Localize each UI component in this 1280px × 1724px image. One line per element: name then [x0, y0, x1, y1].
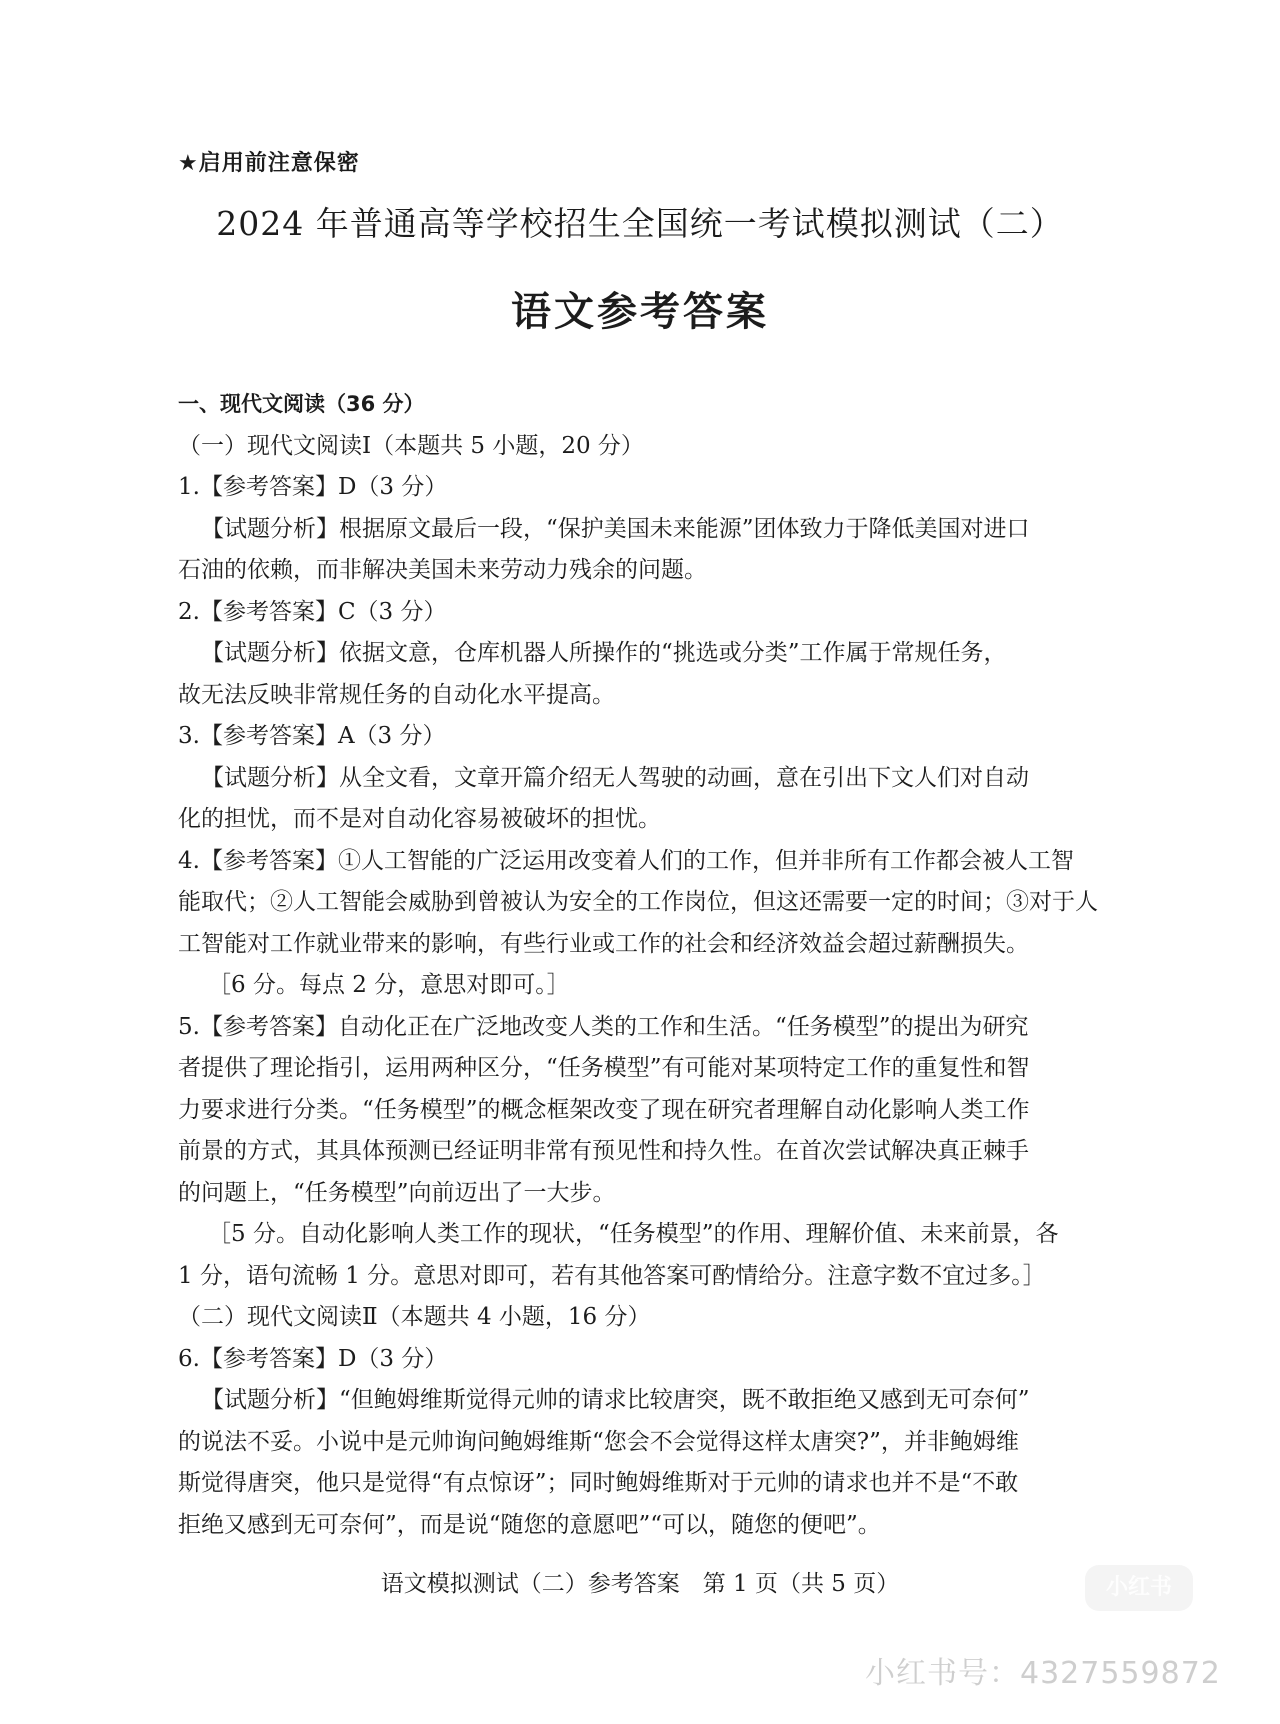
text-line: （二）现代文阅读Ⅱ（本题共 4 小题，16 分）: [178, 1304, 651, 1330]
text-line: 故无法反映非常规任务的自动化水平提高。: [178, 681, 615, 708]
document-title: 语文参考答案: [511, 289, 769, 335]
text-line: 的说法不妥。小说中是元帅询问鲍姆维斯“您会不会觉得这样太唐突?”，并非鲍姆维: [178, 1428, 1019, 1455]
text-line: 力要求进行分类。“任务模型”的概念框架改变了现在研究者理解自动化影响人类工作: [178, 1096, 1030, 1123]
text-line: 拒绝又感到无可奈何”，而是说“随您的意愿吧”“可以，随您的便吧”。: [178, 1511, 881, 1538]
text-line: 1 分，语句流畅 1 分。意思对即可，若有其他答案可酌情给分。注意字数不宜过多。］: [178, 1262, 1046, 1289]
text-line: 5.【参考答案】自动化正在广泛地改变人类的工作和生活。“任务模型”的提出为研究: [178, 1013, 1029, 1040]
answer-content: [178, 384, 1100, 1546]
text-line: 石油的依赖，而非解决美国未来劳动力残余的问题。: [178, 557, 707, 583]
text-line: 6.【参考答案】D（3 分）: [178, 1345, 448, 1372]
text-line: 者提供了理论指引，运用两种区分，“任务模型”有可能对某项特定工作的重复性和智: [178, 1055, 1030, 1081]
text-line: 化的担忧，而不是对自动化容易被破坏的担忧。: [178, 806, 661, 832]
text-line: 4.【参考答案】①人工智能的广泛运用改变着人们的工作，但并非所有工作都会被人工智: [178, 847, 1074, 874]
text-line: ［6 分。每点 2 分，意思对即可。］: [208, 972, 570, 998]
text-line: 能取代；②人工智能会威胁到曾被认为安全的工作岗位，但这还需要一定的时间；③对于人: [178, 889, 1098, 915]
text-line: 斯觉得唐突，他只是觉得“有点惊讶”；同时鲍姆维斯对于元帅的请求也并不是“不敢: [178, 1470, 1019, 1496]
watermark-logo: 小红书: [1085, 1565, 1193, 1611]
text-line: （一）现代文阅读Ⅰ（本题共 5 小题，20 分）: [178, 432, 644, 459]
exam-title: 2024 年普通高等学校招生全国统一考试模拟测试（二）: [216, 204, 1064, 243]
text-line: 2.【参考答案】C（3 分）: [178, 598, 447, 625]
text-line: 【试题分析】从全文看，文章开篇介绍无人驾驶的动画，意在引出下文人们对自动: [201, 764, 1029, 791]
text-line: 的问题上，“任务模型”向前迈出了一大步。: [178, 1179, 616, 1206]
text-line: 工智能对工作就业带来的影响，有些行业或工作的社会和经济效益会超过薪酬损失。: [178, 930, 1029, 957]
text-line: 【试题分析】“但鲍姆维斯觉得元帅的请求比较唐突，既不敢拒绝又感到无可奈何”: [201, 1387, 1030, 1413]
section-heading: 一、现代文阅读（36 分）: [178, 392, 425, 416]
text-line: 前景的方式，其具体预测已经证明非常有预见性和持久性。在首次尝试解决真正棘手: [178, 1138, 1029, 1164]
text-line: 3.【参考答案】A（3 分）: [178, 723, 446, 749]
page-footer: 语文模拟测试（二）参考答案 第 1 页（共 5 页）: [380, 1571, 900, 1597]
text-line: ［5 分。自动化影响人类工作的现状，“任务模型”的作用、理解价值、未来前景，各: [208, 1221, 1059, 1247]
confidential-notice: ★启用前注意保密: [178, 151, 360, 176]
watermark-id: 小红书号：4327559872: [865, 1656, 1221, 1691]
text-line: 1.【参考答案】D（3 分）: [178, 474, 448, 500]
text-line: 【试题分析】根据原文最后一段，“保护美国未来能源”团体致力于降低美国对进口: [201, 515, 1030, 542]
text-line: 【试题分析】依据文意，仓库机器人所操作的“挑选或分类”工作属于常规任务，: [201, 640, 1007, 666]
